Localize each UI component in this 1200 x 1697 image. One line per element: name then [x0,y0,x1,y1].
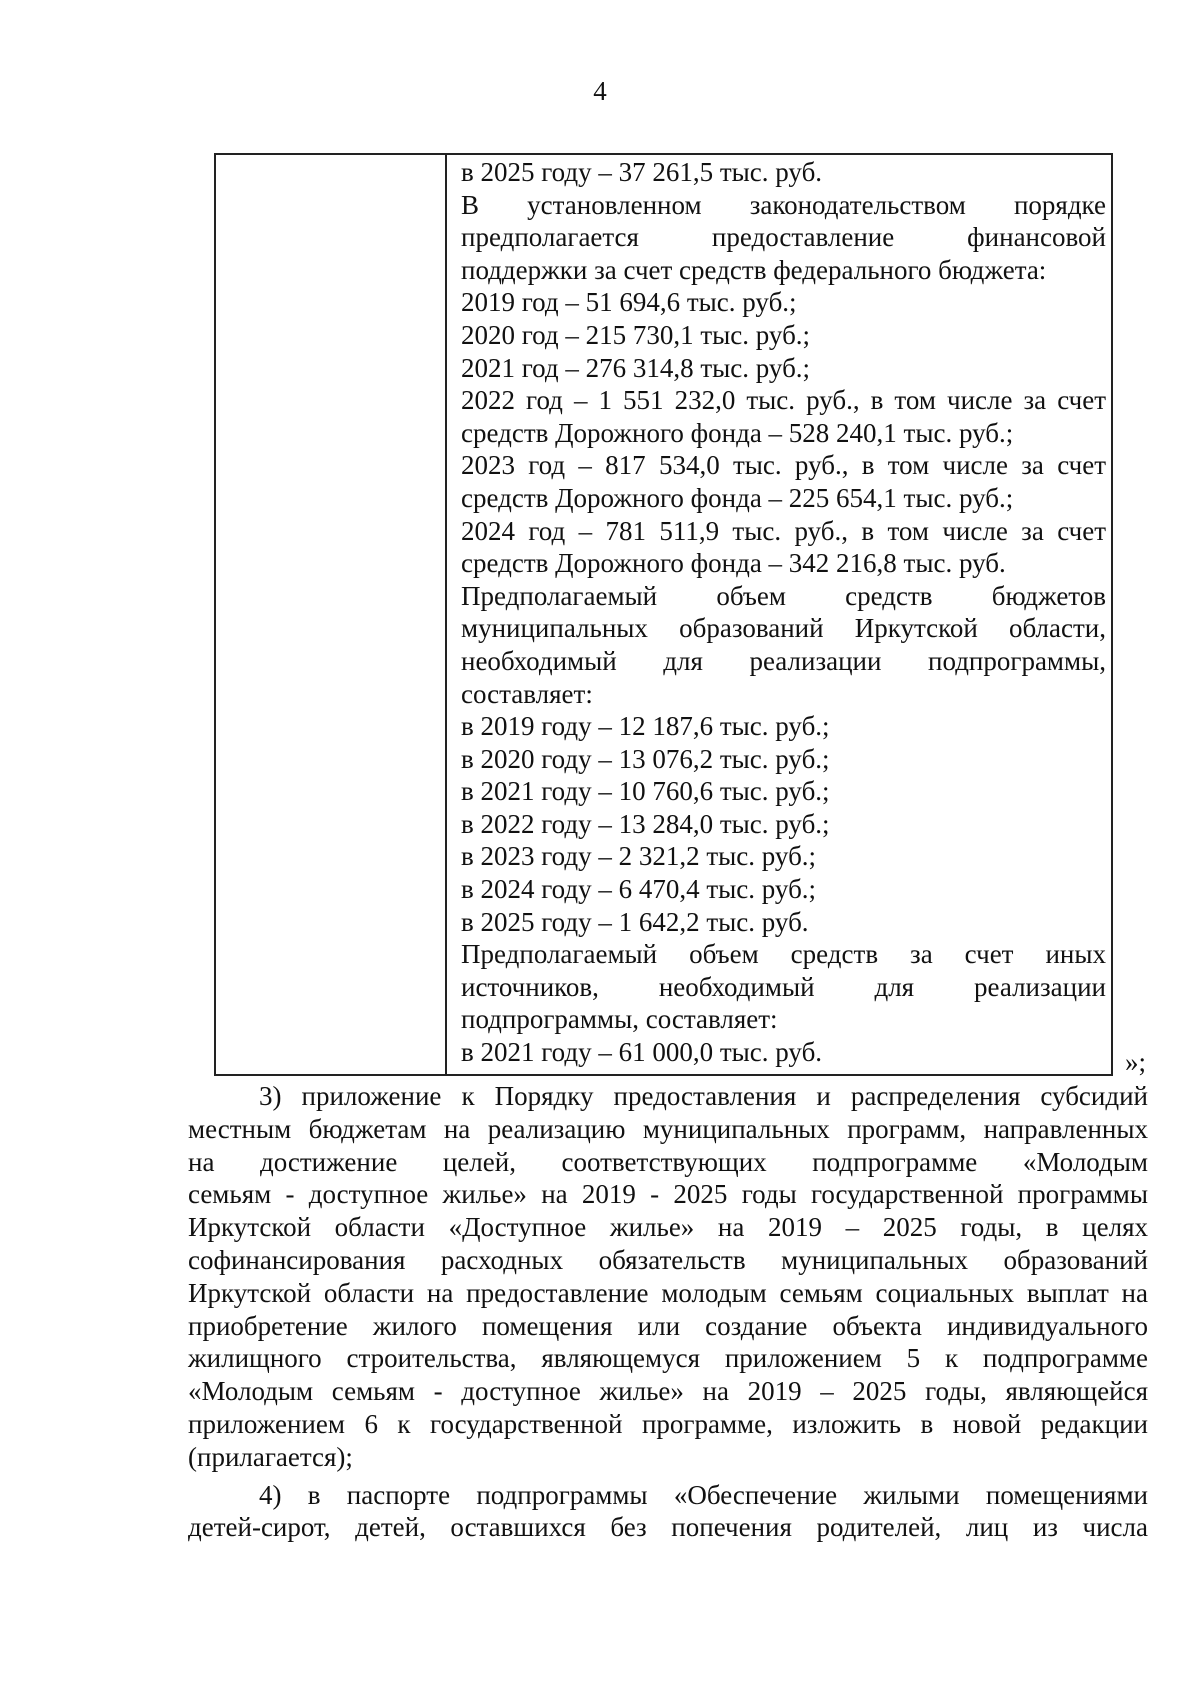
body-text-line: Иркутской области «Доступное жилье» на 2019 – 2025 годы, в целях [188,1212,1148,1243]
table-cell-line: в 2021 году – 10 760,6 тыс. руб.; [461,776,830,807]
table-cell-line: источников, необходимый для реализации [461,971,1106,1002]
table-cell-line: В установленном законодательством порядке [461,189,1106,220]
table-cell-line: 2024 год – 781 511,9 тыс. руб., в том числе за счет [461,515,1106,546]
body-text-line: 3) приложение к Порядку предоставления и распределения субсидий [259,1081,1148,1111]
table-cell-line: поддержки за счет средств федерального бюджета: [461,254,1047,285]
body-text-line: «Молодым семьям - доступное жилье» на 2019 – 2025 годы, являющейся [188,1376,1148,1407]
table-cell-line: в 2019 году – 12 187,6 тыс. руб.; [461,711,830,742]
body-text-line: приложением 6 к государственной программе, изложить в новой редакции [188,1408,1148,1439]
body-text-line: жилищного строительства, являющемуся приложением 5 к подпрограмме [188,1343,1148,1374]
table-cell-line: предполагается предоставление финансовой [461,222,1106,253]
table-cell-line: средств Дорожного фонда – 528 240,1 тыс. руб.; [461,417,1014,448]
table-right-cell [461,156,1106,1069]
closing-quote: »; [1125,1047,1147,1077]
passport-table [214,153,1113,1076]
body-text-line: местным бюджетам на реализацию муниципальных программ, направленных [188,1113,1148,1144]
table-cell-line: муниципальных образований Иркутской области, [461,613,1106,644]
table-cell-line: 2022 год – 1 551 232,0 тыс. руб., в том числе за счет [461,385,1106,416]
body-text-line: Иркутской области на предоставление молодым семьям социальных выплат на [188,1277,1148,1308]
table-cell-line: 2019 год – 51 694,6 тыс. руб.; [461,287,797,318]
table-cell-line: в 2025 году – 37 261,5 тыс. руб. [461,157,823,187]
table-cell-line: Предполагаемый объем средств за счет иных [461,939,1106,970]
body-text-line: 4) в паспорте подпрограммы «Обеспечение жилыми помещениями [259,1479,1148,1510]
table-cell-line: в 2020 году – 13 076,2 тыс. руб.; [461,743,830,774]
body-text-line: семьям - доступное жилье» на 2019 - 2025 годы государственной программы [188,1179,1148,1210]
body-text-line: на достижение целей, соответствующих подпрограмме «Молодым [188,1146,1148,1177]
table-cell-line: в 2025 году – 1 642,2 тыс. руб. [461,906,809,937]
table-cell-line: 2020 год – 215 730,1 тыс. руб.; [461,319,811,350]
body-text-line: приобретение жилого помещения или создание объекта индивидуального [188,1310,1148,1341]
table-cell-line: в 2022 году – 13 284,0 тыс. руб.; [461,808,830,839]
body-text-line: детей-сирот, детей, оставшихся без попечения родителей, лиц из числа [188,1512,1148,1543]
table-cell-line: средств Дорожного фонда – 225 654,1 тыс. руб.; [461,482,1014,513]
table-cell-line: в 2021 году – 61 000,0 тыс. руб. [461,1037,823,1068]
table-cell-line: в 2024 году – 6 470,4 тыс. руб.; [461,874,817,905]
body-text-line: софинансирования расходных обязательств муниципальных образований [188,1244,1148,1275]
table-cell-line: в 2023 году – 2 321,2 тыс. руб.; [461,841,817,872]
table-cell-line: подпрограммы, составляет: [461,1004,778,1035]
table-cell-line: необходимый для реализации подпрограммы, [461,645,1106,676]
page-number: 4 [593,76,607,106]
table-cell-line: средств Дорожного фонда – 342 216,8 тыс. руб. [461,548,1006,579]
body-paragraphs [188,1080,1148,1544]
table-cell-line: 2023 год – 817 534,0 тыс. руб., в том числе за счет [461,450,1106,481]
table-cell-line: составляет: [461,678,593,709]
body-text-line: (прилагается); [188,1441,353,1472]
table-cell-line: Предполагаемый объем средств бюджетов [461,580,1106,611]
table-column-divider [445,155,447,1074]
table-cell-line: 2021 год – 276 314,8 тыс. руб.; [461,352,811,383]
